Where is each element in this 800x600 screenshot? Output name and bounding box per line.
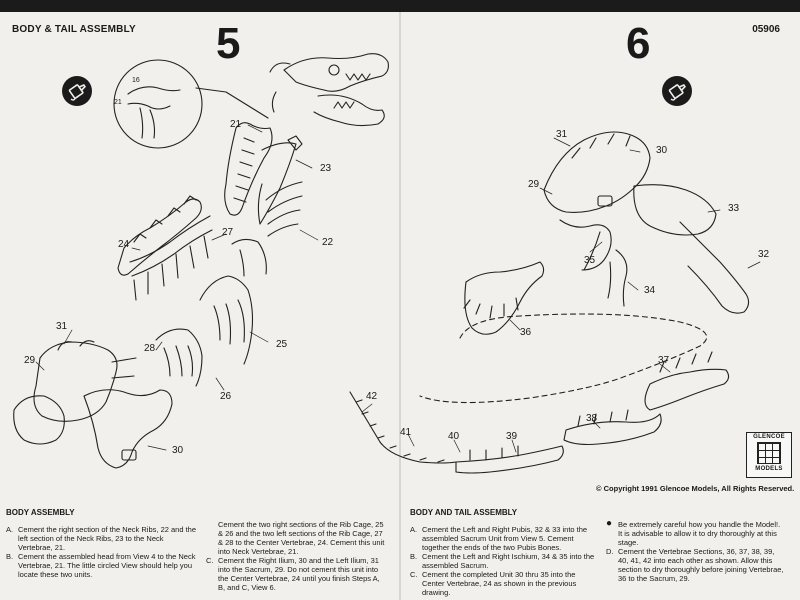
- neck-drawing: [225, 123, 302, 236]
- instruction-warning: ● Be extremely careful how you handle the Model!. It is advisable to allow it to dry thoroughly at this stage.: [606, 518, 781, 547]
- callout-21-detail: 21: [114, 99, 122, 106]
- instruction-step: A. Cement the right section of the Neck Ribs, 22 and the left section of the Neck Ribs, 23 to the Neck Vertebrae, 21.: [6, 525, 197, 552]
- callout-30-right: 30: [656, 145, 668, 156]
- callout-21: 21: [230, 119, 242, 130]
- callout-16: 16: [132, 77, 140, 84]
- callout-33: 33: [728, 203, 740, 214]
- callout-36: 36: [520, 327, 532, 338]
- copyright-notice: © Copyright 1991 Glencoe Models, All Rights Reserved.: [596, 484, 795, 493]
- callout-24: 24: [118, 239, 130, 250]
- callout-37: 37: [658, 355, 670, 366]
- instruction-step: Cement the two right sections of the Rib Cage, 25 & 26 and the two left sections of the Rib Cage, 27 & 28 to the Center Vertebrae, 24. Cement this unit into Neck Vertebrae, 21.: [218, 520, 385, 556]
- callout-39: 39: [506, 431, 518, 442]
- sacrum-drawing: [14, 341, 172, 468]
- body-tail-assembly-instructions-cont: [606, 520, 786, 583]
- instruction-step: B. Cement the Left and Right Ischium, 34 & 35 into the assembled Sacrum.: [410, 552, 595, 570]
- body-tail-assembly-instructions: [410, 508, 600, 597]
- callout-34: 34: [644, 285, 656, 296]
- tail-drawing: [350, 352, 729, 473]
- callout-31-right: 31: [556, 129, 568, 140]
- part-number: 05906: [752, 24, 780, 35]
- callout-29: 29: [24, 355, 36, 366]
- callout-23: 23: [320, 163, 332, 174]
- callout-38: 38: [586, 413, 598, 424]
- instruction-step: A. Cement the Left and Right Pubis, 32 & 33 into the assembled Sacrum Unit from View 5. Cement together the ends of the two Pubis Bones.: [410, 525, 588, 552]
- ribcage-drawing: [118, 196, 266, 386]
- body-assembly-instructions-cont: [206, 520, 386, 592]
- callout-25: 25: [276, 339, 288, 350]
- instruction-step: B. Cement the assembled head from View 4 to the Neck Vertebrae, 21. The little circled View should help you locate these two units.: [6, 552, 196, 579]
- callout-26: 26: [220, 391, 232, 402]
- section-title: BODY & TAIL ASSEMBLY: [12, 24, 136, 35]
- callout-42: 42: [366, 391, 378, 402]
- instruction-step: C. Cement the Right Ilium, 30 and the Left Ilium, 31 into the Sacrum, 29. Do not cement this unit into the Center Vertebrae, 24 until you finish Steps A, B, and C, View 6.: [206, 556, 380, 592]
- callout-35: 35: [584, 255, 596, 266]
- step-number-5: 5: [216, 19, 241, 68]
- callout-41: 41: [400, 427, 412, 438]
- vertebrae-36-drawing: [464, 262, 544, 334]
- step-number-6: 6: [626, 19, 651, 68]
- body-assembly-instructions: [6, 508, 196, 579]
- callout-31: 31: [56, 321, 68, 332]
- instruction-step: C. Cement the completed Unit 30 thru 35 into the Center Vertebrae, 24 as shown in the previous drawing.: [410, 570, 577, 597]
- callout-32: 32: [758, 249, 770, 260]
- glencoe-logo: GLENCOE MODELS: [746, 432, 792, 478]
- instruction-step: D. Cement the Vertebrae Sections, 36, 37, 38, 39, 40, 41, 42 into each other as shown. Allow this section to dry thoroughly before joining Vertebrae, 36 to the Sacrum, 29.: [606, 547, 784, 583]
- callout-28: 28: [144, 343, 156, 354]
- detail-view-circle: [114, 60, 268, 148]
- callout-40: 40: [448, 431, 460, 442]
- callout-27: 27: [222, 227, 234, 238]
- skull-drawing: [270, 54, 388, 126]
- instructions-heading: BODY ASSEMBLY: [6, 508, 75, 517]
- instructions-heading: BODY AND TAIL ASSEMBLY: [410, 508, 518, 517]
- callout-22: 22: [322, 237, 334, 248]
- callout-30: 30: [172, 445, 184, 456]
- callout-29-right: 29: [528, 179, 540, 190]
